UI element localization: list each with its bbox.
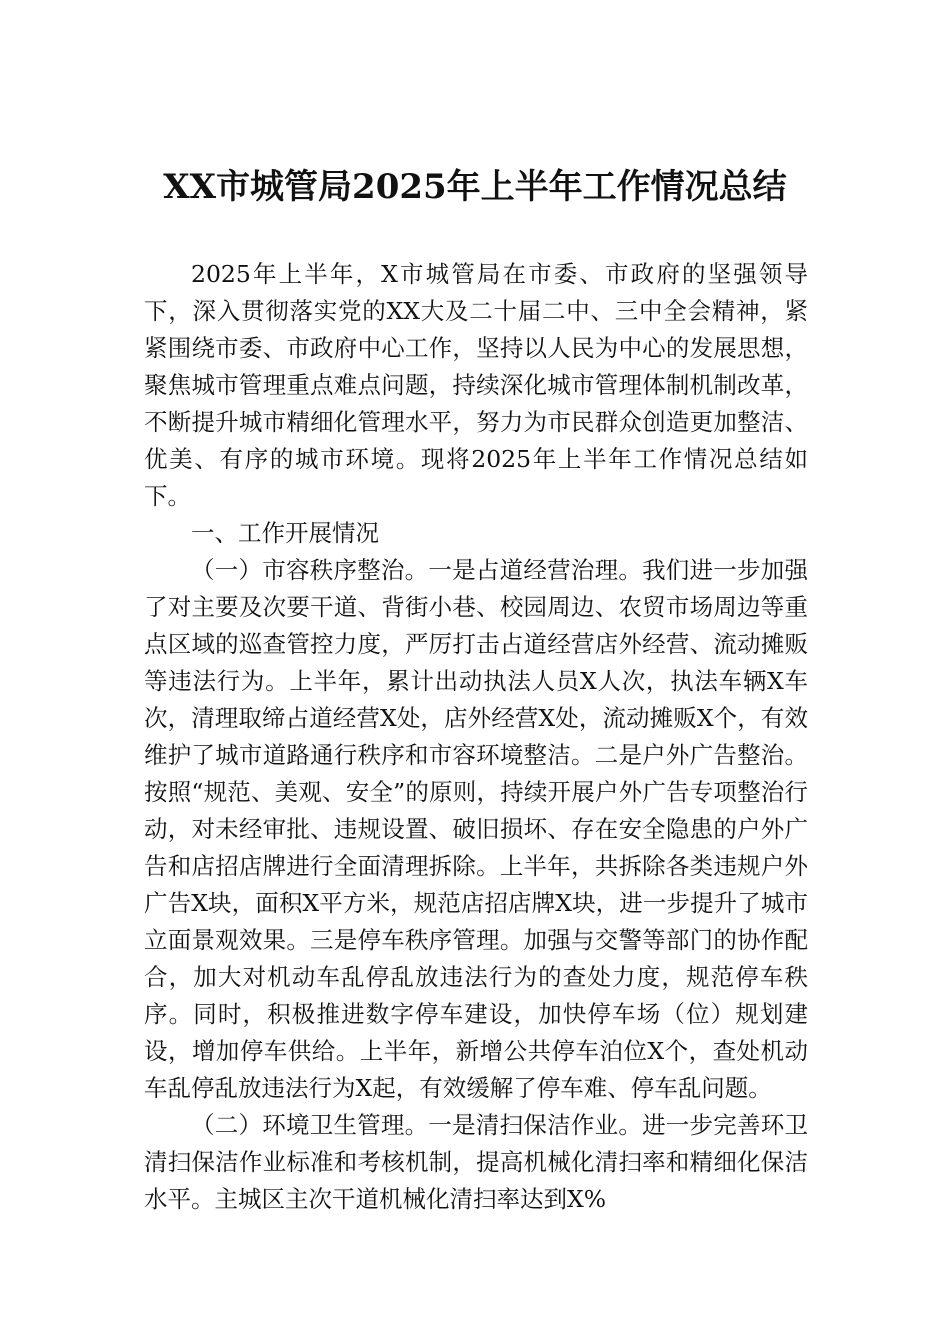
subsection-paragraph-2 [144,1107,808,1218]
subsection-heading-1: （一）市容秩序整治。 [191,556,429,584]
subsection-body-2: 一是清扫保洁作业。进一步完善环卫清扫保洁作业标准和考核机制，提高机械化清扫率和精细化保洁水平。主城区主次干道机械化清扫率达到X% [144,1111,809,1213]
subsection-heading-2: （二）环境卫生管理。 [191,1111,429,1139]
document-title: XX市城管局2025年上半年工作情况总结 [163,167,787,207]
intro-paragraph: 2025年上半年，X市城管局在市委、市政府的坚强领导下，深入贯彻落实党的XX大及二十届二中、三中全会精神，紧紧围绕市委、市政府中心工作，坚持以人民为中心的发展思想，聚焦城市管理重点难点问题，持续深化城市管理体制机制改革，不断提升城市精细化管理水平，努力为市民群众创造更加整洁、优美、有序的城市环境。现将2025年上半年工作情况总结如下。 [144,260,808,510]
subsection-body-1: 一是占道经营治理。我们进一步加强了对主要及次要干道、背街小巷、校园周边、农贸市场周边等重点区域的巡查管控力度，严厉打击占道经营店外经营、流动摊贩等违法行为。上半年，累计出动执法人员X人次，执法车辆X车次，清理取缔占道经营X处，店外经营X处，流动摊贩X个，有效维护了城市道路通行秩序和市容环境整洁。二是户外广告整治。按照“规范、美观、安全”的原则，持续开展户外广告专项整治行动，对未经审批、违规设置、破旧损坏、存在安全隐患的户外广告和店招店牌进行全面清理拆除。上半年，共拆除各类违规户外广告X块，面积X平方米，规范店招店牌X块，进一步提升了城市立面景观效果。三是停车秩序管理。加强与交警等部门的协作配合，加大对机动车乱停乱放违法行为的查处力度，规范停车秩序。同时，积极推进数字停车建设，加快停车场（位）规划建设，增加停车供给。上半年，新增公共停车泊位X个，查处机动车乱停乱放违法行为X起，有效缓解了停车难、停车乱问题。 [144,556,809,1102]
document-body [144,256,808,1218]
section-heading: 一、工作开展情况 [191,519,379,547]
subsection-paragraph-1 [144,552,808,1107]
